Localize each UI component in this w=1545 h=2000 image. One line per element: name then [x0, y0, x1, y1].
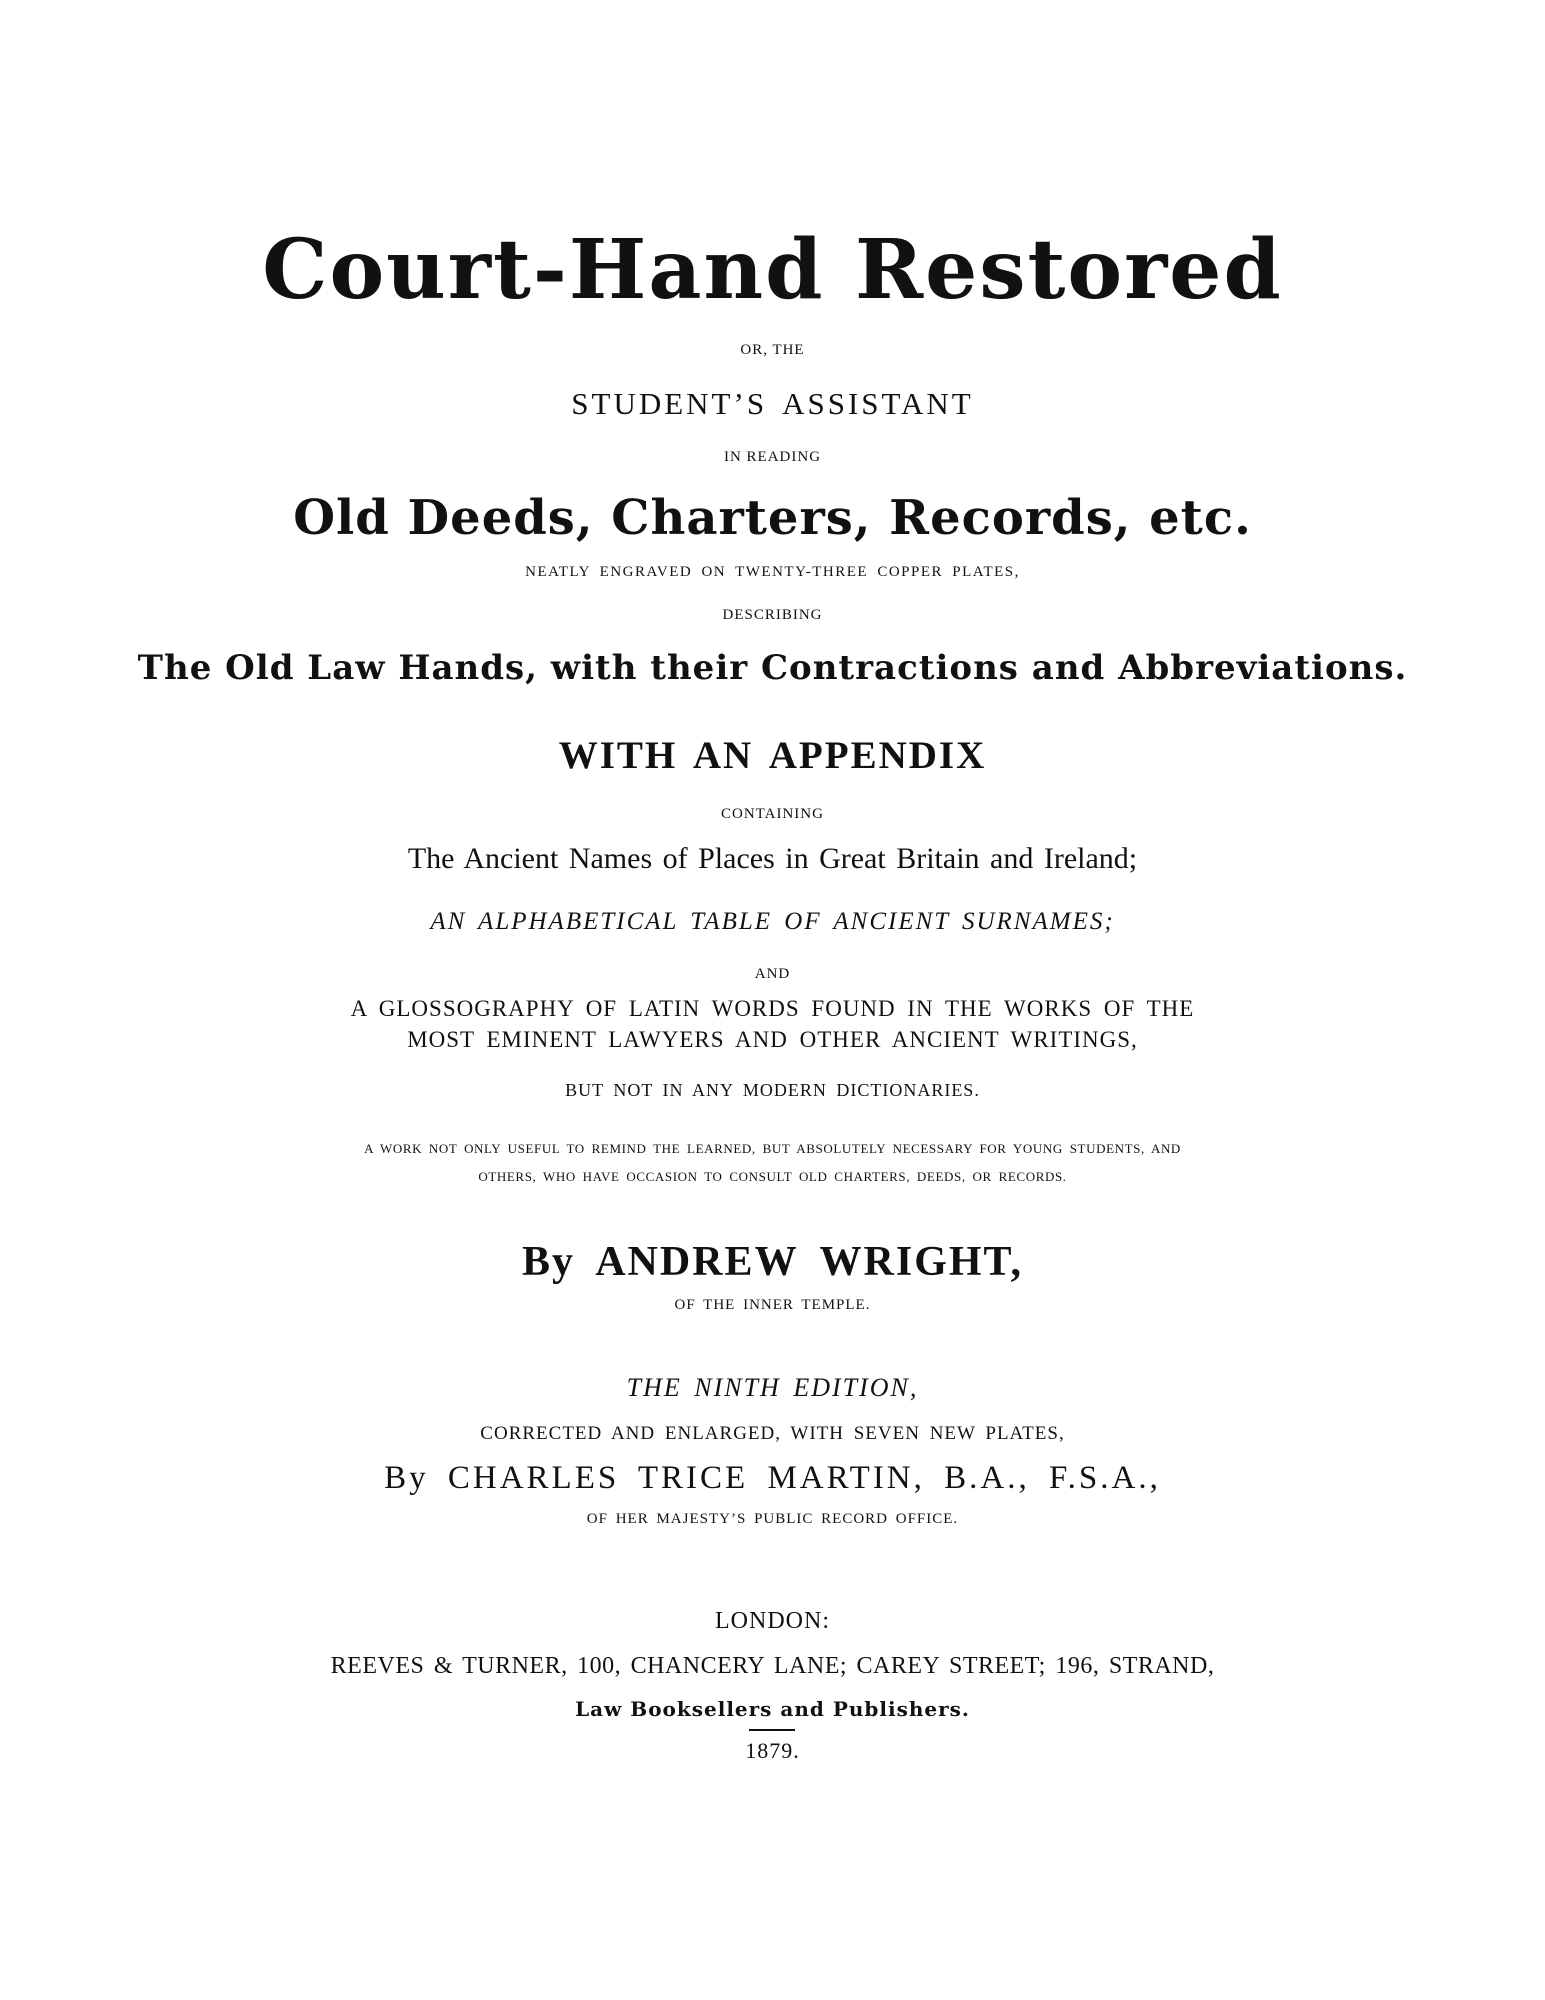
- glossography-line-1: A GLOSSOGRAPHY OF LATIN WORDS FOUND IN THE WORKS OF THE: [350, 996, 1195, 1021]
- author-line: By ANDREW WRIGHT,: [522, 1239, 1023, 1285]
- editor-line: By CHARLES TRICE MARTIN, B.A., F.S.A.,: [384, 1460, 1161, 1496]
- publication-year: 1879.: [745, 1738, 800, 1763]
- law-booksellers: Law Booksellers and Publishers.: [575, 1697, 970, 1721]
- work-note-line-1: A WORK NOT ONLY USEFUL TO REMIND THE LEARNED, BUT ABSOLUTELY NECESSARY FOR YOUNG STUDENTS, AND: [364, 1141, 1181, 1156]
- neatly-engraved: NEATLY ENGRAVED ON TWENTY-THREE COPPER PLATES,: [525, 564, 1020, 580]
- glossography-line-2: MOST EMINENT LAWYERS AND OTHER ANCIENT WRITINGS,: [407, 1027, 1138, 1052]
- edition: THE NINTH EDITION,: [626, 1373, 919, 1402]
- editor-affiliation: OF HER MAJESTY’S PUBLIC RECORD OFFICE.: [586, 1511, 959, 1527]
- corrected-enlarged: CORRECTED AND ENLARGED, WITH SEVEN NEW PLATES,: [480, 1423, 1065, 1444]
- and: AND: [754, 966, 791, 982]
- book-title: Court-Hand Restored: [262, 222, 1283, 318]
- old-deeds-heading: Old Deeds, Charters, Records, etc.: [293, 490, 1252, 546]
- describing: DESCRIBING: [722, 607, 823, 623]
- old-law-hands-heading: The Old Law Hands, with their Contractions and Abbreviations.: [137, 648, 1408, 688]
- not-in-dictionaries: BUT NOT IN ANY MODERN DICTIONARIES.: [565, 1080, 980, 1100]
- containing: CONTAINING: [721, 806, 824, 822]
- alphabetical-table: AN ALPHABETICAL TABLE OF ANCIENT SURNAMES;: [430, 908, 1115, 935]
- author-affiliation: OF THE INNER TEMPLE.: [674, 1297, 871, 1313]
- in-reading: IN READING: [723, 449, 822, 465]
- work-note-line-2: OTHERS, WHO HAVE OCCASION TO CONSULT OLD CHARTERS, DEEDS, OR RECORDS.: [478, 1169, 1067, 1184]
- ancient-names: The Ancient Names of Places in Great Britain and Ireland;: [407, 842, 1138, 875]
- publisher-address: REEVES & TURNER, 100, CHANCERY LANE; CAREY STREET; 196, STRAND,: [330, 1653, 1215, 1679]
- with-appendix: WITH AN APPENDIX: [558, 734, 987, 777]
- london: LONDON:: [715, 1608, 830, 1634]
- or-the: OR, THE: [740, 342, 805, 358]
- subtitle-students-assistant: STUDENT’S ASSISTANT: [571, 386, 974, 421]
- divider-rule: [749, 1729, 795, 1731]
